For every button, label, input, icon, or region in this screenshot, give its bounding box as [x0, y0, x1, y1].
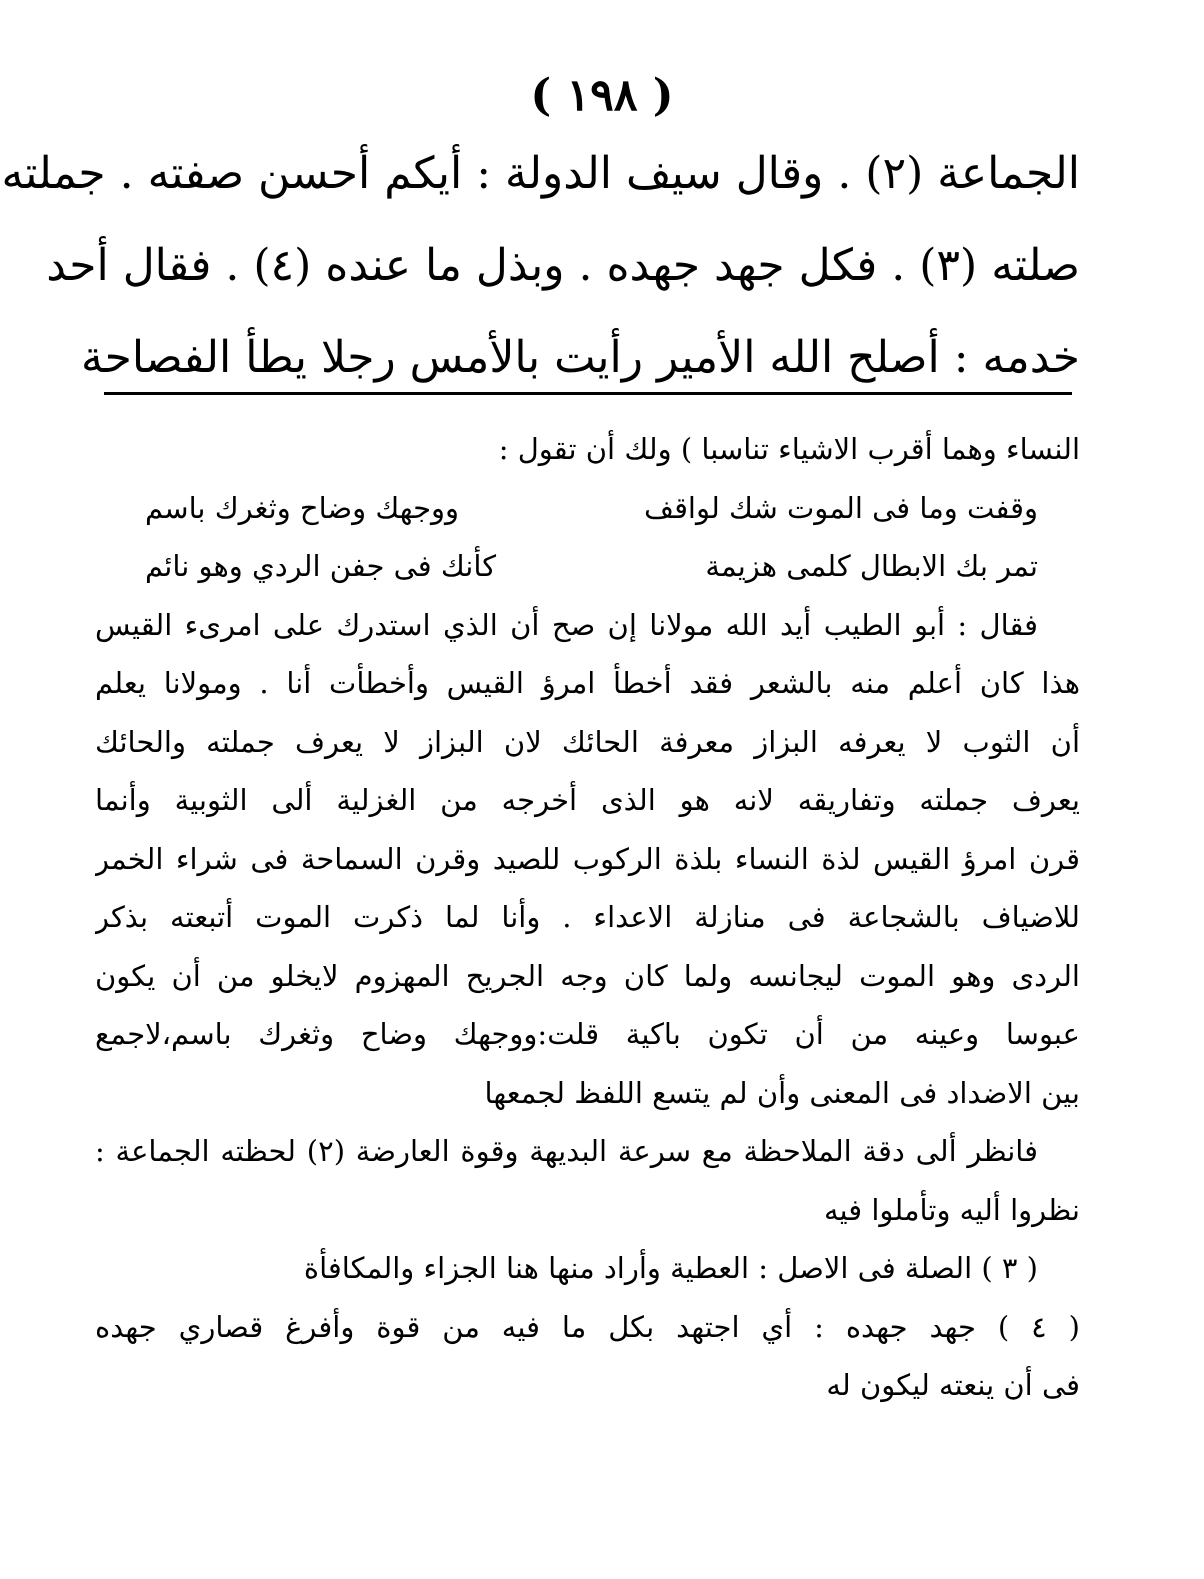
footnote-intro-line: النساء وهما أقرب الاشياء تناسبا ) ولك أن تقول : [498, 432, 1080, 466]
verse-hemistich-first: تمر بك الابطال كلمى هزيمة [705, 549, 1038, 583]
footnotes [95, 420, 1080, 1415]
footnote-4-line: فى أن ينعته ليكون له [826, 1368, 1080, 1402]
footnote-paragraph-line: أن الثوب لا يعرفه البزاز معرفة الحائك لان البزاز لا يعرف جملته والحائك [95, 724, 1080, 759]
main-text-line: خدمه : أصلح الله الأمير رأيت بالأمس رجلا يطأ الفصاحة [81, 332, 1080, 383]
footnote-2-line: فانظر ألى دقة الملاحظة مع سرعة البديهة وقوة العارضة (٢) لحظته الجماعة : [95, 1134, 1038, 1168]
main-text [1, 128, 1080, 404]
page-number: ( ١٩٨ ) [530, 70, 674, 121]
verse-hemistich-second: ووجهك وضاح وثغرك باسم [145, 490, 460, 525]
footnote-paragraph-line: للاضياف بالشجاعة فى منازلة الاعداء . وأنا لما ذكرت الموت أتبعته بذكر [95, 900, 1080, 934]
footnote-paragraph-line: يعرف جملته وتفاريقه لانه هو الذى أخرجه من الغزلية ألى الثوبية وأنما [95, 783, 1080, 817]
verse-hemistich-first: وقفت وما فى الموت شك لواقف [644, 490, 1038, 525]
footnote-4-line: ( ٤ ) جهد جهده : أي اجتهد بكل ما فيه من قوة وأفرغ قصاري جهده [95, 1309, 1080, 1344]
footnote-separator-rule [104, 392, 1072, 395]
verse-line [95, 537, 1080, 596]
footnote-paragraph-line: بين الاضداد فى المعنى وأن لم يتسع اللفظ لجمعها [484, 1075, 1080, 1110]
footnote-paragraph-line: هذا كان أعلم منه بالشعر فقد أخطأ امرؤ القيس وأخطأت أنا . ومولانا يعلم [95, 666, 1080, 700]
main-text-line: الجماعة (٢) . وقال سيف الدولة : أيكم أحسن صفته . جملته [1, 148, 1080, 199]
verse-line [95, 479, 1080, 538]
main-text-line: صلته (٣) . فكل جهد جهده . وبذل ما عنده (٤) . فقال أحد [46, 240, 1080, 291]
footnote-2-line: نظروا أليه وتأملوا فيه [823, 1192, 1080, 1227]
footnote-paragraph-line: فقال : أبو الطيب أيد الله مولانا إن صح أن الذي استدرك على امرىء القيس [95, 607, 1038, 642]
footnote-paragraph-line: الردى وهو الموت ليجانسه ولما كان وجه الجريح المهزوم لايخلو من أن يكون [95, 958, 1080, 993]
footnote-3-line: ( ٣ ) الصلة فى الاصل : العطية وأراد منها هنا الجزاء والمكافأة [303, 1251, 1038, 1285]
footnote-paragraph-line: قرن امرؤ القيس لذة النساء بلذة الركوب للصيد وقرن السماحة فى شراء الخمر [95, 841, 1080, 876]
footnote-paragraph-line: عبوسا وعينه من أن تكون باكية قلت:ووجهك وضاح وثغرك باسم،لاجمع [95, 1017, 1080, 1051]
verse-hemistich-second: كأنك فى جفن الردي وهو نائم [145, 549, 497, 583]
